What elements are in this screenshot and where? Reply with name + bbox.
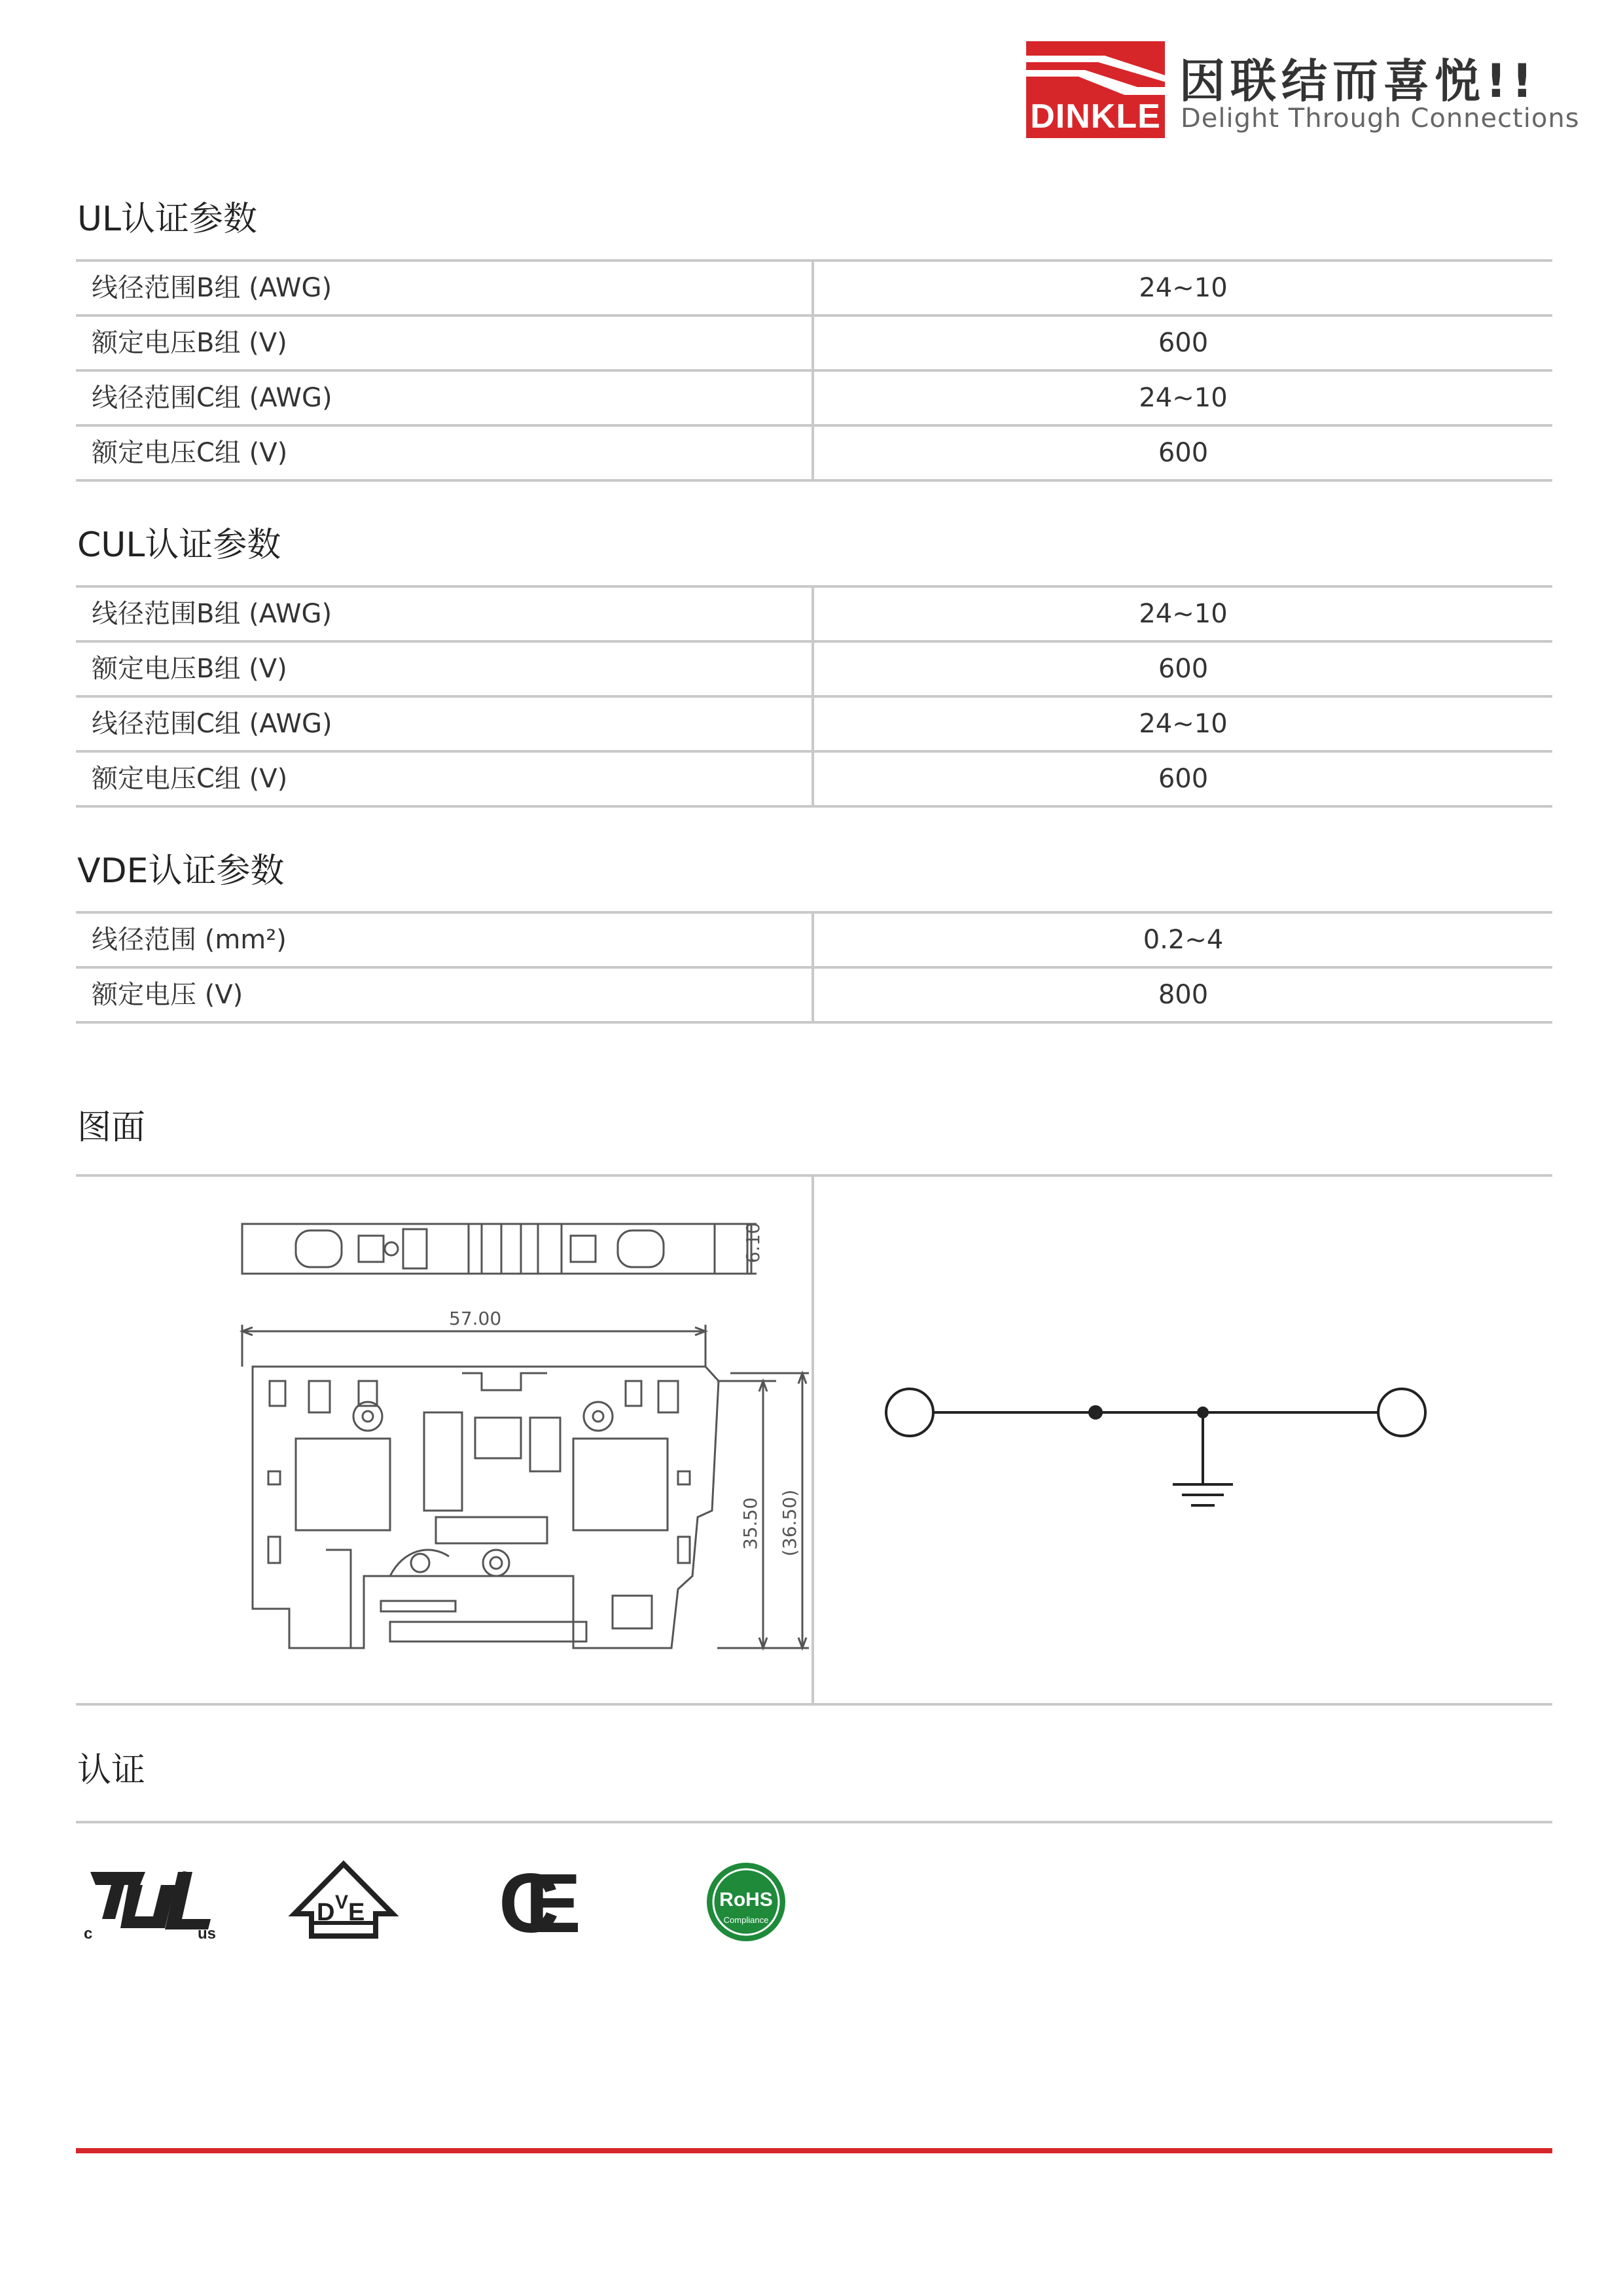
junction-icon bbox=[1090, 1407, 1101, 1418]
ul-c-text: c bbox=[84, 1925, 93, 1943]
spec-value: 24~10 bbox=[1139, 273, 1228, 303]
ul-us-text: us bbox=[198, 1925, 217, 1943]
ul-logo-icon bbox=[82, 1865, 223, 1944]
table-row bbox=[76, 317, 1552, 372]
slogan-english: Delight Through Connections bbox=[1181, 103, 1580, 134]
ul-reg-text: ® bbox=[181, 1870, 188, 1881]
logo-stripe-icon bbox=[1026, 41, 1165, 95]
spec-value: 600 bbox=[1158, 764, 1209, 794]
certification-section-title: 认证 bbox=[77, 1751, 146, 1790]
spec-key: 线径范围C组 (AWG) bbox=[92, 709, 332, 739]
spec-value: 600 bbox=[1158, 438, 1209, 468]
spec-key: 额定电压B组 (V) bbox=[92, 328, 287, 358]
terminal-right-icon bbox=[1378, 1389, 1425, 1436]
table-row bbox=[76, 914, 1552, 969]
ul-section-title: UL认证参数 bbox=[77, 200, 258, 239]
dim-height: 35.50 bbox=[740, 1497, 761, 1550]
spec-key: 线径范围C组 (AWG) bbox=[92, 383, 332, 413]
spec-key: 线径范围 (mm²) bbox=[92, 925, 287, 955]
spec-key: 线径范围B组 (AWG) bbox=[92, 273, 332, 303]
cul-section-title: CUL认证参数 bbox=[77, 526, 281, 565]
ce-mark-icon bbox=[497, 1864, 589, 1940]
drawing-box bbox=[76, 1174, 1552, 1706]
vde-section-title: VDE认证参数 bbox=[77, 852, 285, 891]
rohs-logo-icon bbox=[704, 1860, 788, 1944]
spec-value: 24~10 bbox=[1139, 383, 1228, 413]
dim-width: 57.00 bbox=[449, 1308, 502, 1329]
rohs-sub-text: Compliance bbox=[723, 1915, 769, 1925]
footer-rule bbox=[76, 2148, 1552, 2153]
spec-value: 24~10 bbox=[1139, 599, 1228, 629]
divider bbox=[76, 1821, 1552, 1823]
spec-value: 600 bbox=[1158, 328, 1209, 358]
vde-v-text: V bbox=[335, 1892, 349, 1913]
table-row bbox=[76, 427, 1552, 482]
logo-text: DINKLE bbox=[1026, 95, 1165, 138]
terminal-block-drawing bbox=[154, 1210, 809, 1668]
ul-spec-table bbox=[76, 259, 1552, 482]
table-row bbox=[76, 372, 1552, 427]
spec-key: 额定电压B组 (V) bbox=[92, 654, 287, 684]
terminal-left-icon bbox=[886, 1389, 933, 1436]
rohs-text: RoHS bbox=[719, 1889, 773, 1910]
vde-d-text: D bbox=[317, 1899, 335, 1926]
table-row bbox=[76, 698, 1552, 753]
vde-logo-icon bbox=[288, 1859, 399, 1944]
spec-value: 800 bbox=[1158, 980, 1209, 1010]
ground-icon bbox=[1173, 1484, 1233, 1505]
table-row bbox=[76, 753, 1552, 808]
drawing-section-title: 图面 bbox=[77, 1108, 146, 1147]
spec-key: 额定电压C组 (V) bbox=[92, 764, 288, 794]
vde-e-text: E bbox=[348, 1899, 365, 1926]
ce-text: CE bbox=[499, 1864, 586, 1940]
dinkle-logo bbox=[1026, 41, 1165, 138]
vde-spec-table bbox=[76, 911, 1552, 1024]
table-row bbox=[76, 643, 1552, 698]
dim-thickness: 6.10 bbox=[742, 1222, 764, 1263]
cul-spec-table bbox=[76, 585, 1552, 808]
table-row bbox=[76, 588, 1552, 643]
dim-height-total: (36.50) bbox=[779, 1489, 800, 1556]
spec-value: 600 bbox=[1158, 654, 1209, 684]
wiring-schematic bbox=[885, 1373, 1500, 1530]
spec-key: 额定电压C组 (V) bbox=[92, 438, 288, 468]
spec-value: 24~10 bbox=[1139, 709, 1228, 739]
slogan-chinese: 因联结而喜悦!! bbox=[1179, 54, 1538, 108]
spec-key: 线径范围B组 (AWG) bbox=[92, 599, 332, 629]
table-row bbox=[76, 969, 1552, 1024]
spec-key: 额定电压 (V) bbox=[92, 980, 243, 1010]
spec-value: 0.2~4 bbox=[1143, 925, 1224, 955]
table-row bbox=[76, 262, 1552, 317]
